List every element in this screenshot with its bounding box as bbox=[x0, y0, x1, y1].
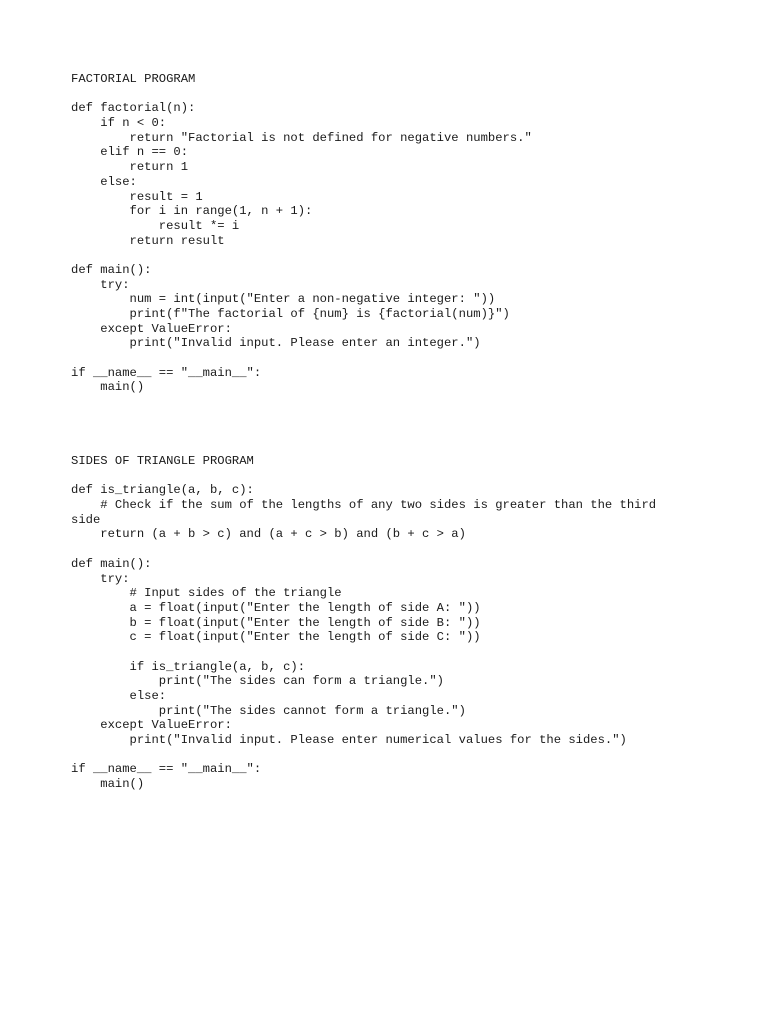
code-line bbox=[71, 542, 711, 557]
code-line: side bbox=[71, 512, 101, 527]
code-line: else: bbox=[71, 174, 137, 189]
code-line: def is_triangle(a, b, c): bbox=[71, 483, 254, 498]
code-line: b = float(input("Enter the length of side B: ")) bbox=[71, 615, 481, 630]
code-line: try: bbox=[71, 571, 130, 586]
code-line: return result bbox=[71, 233, 225, 248]
section-heading: FACTORIAL PROGRAM bbox=[71, 72, 196, 86]
code-line: result *= i bbox=[71, 218, 240, 233]
code-line: except ValueError: bbox=[71, 321, 232, 336]
code-line: if n < 0: bbox=[71, 116, 167, 131]
code-line: # Check if the sum of the lengths of any two sides is greater than the third bbox=[71, 498, 657, 513]
code-line: def main(): bbox=[71, 556, 152, 571]
code-line: def main(): bbox=[71, 262, 152, 277]
code-line: if __name__ == "__main__": bbox=[71, 365, 262, 380]
section-heading: SIDES OF TRIANGLE PROGRAM bbox=[71, 454, 254, 468]
code-line: c = float(input("Enter the length of side C: ")) bbox=[71, 630, 481, 645]
code-line: for i in range(1, n + 1): bbox=[71, 204, 313, 219]
code-line bbox=[71, 248, 711, 263]
code-line: try: bbox=[71, 277, 130, 292]
code-line: except ValueError: bbox=[71, 718, 232, 733]
code-line: a = float(input("Enter the length of side A: ")) bbox=[71, 600, 481, 615]
factorial-program-section bbox=[71, 72, 711, 395]
code-line: elif n == 0: bbox=[71, 145, 189, 160]
code-line: def factorial(n): bbox=[71, 101, 196, 116]
code-listing bbox=[71, 483, 711, 791]
code-line bbox=[71, 645, 711, 660]
code-line bbox=[71, 748, 711, 763]
code-line: else: bbox=[71, 689, 167, 703]
code-line: return 1 bbox=[71, 160, 189, 175]
code-line: print("The sides can form a triangle.") bbox=[71, 674, 444, 689]
code-line: return "Factorial is not defined for negative numbers." bbox=[71, 130, 532, 145]
code-line: # Input sides of the triangle bbox=[71, 586, 342, 601]
code-line: return (a + b > c) and (a + c > b) and (b + c > a) bbox=[71, 527, 466, 542]
code-line: main() bbox=[71, 777, 145, 792]
triangle-program-section bbox=[71, 454, 711, 792]
code-line: print("Invalid input. Please enter numerical values for the sides.") bbox=[71, 733, 627, 748]
code-line: print(f"The factorial of {num} is {factorial(num)}") bbox=[71, 307, 510, 321]
code-line: print("Invalid input. Please enter an integer.") bbox=[71, 336, 481, 351]
code-line: print("The sides cannot form a triangle.") bbox=[71, 703, 466, 718]
code-line bbox=[71, 351, 711, 366]
code-line: result = 1 bbox=[71, 189, 203, 204]
code-line: if is_triangle(a, b, c): bbox=[71, 659, 306, 674]
code-line: if __name__ == "__main__": bbox=[71, 762, 262, 777]
code-listing bbox=[71, 101, 711, 395]
code-line: main() bbox=[71, 380, 145, 395]
code-line: num = int(input("Enter a non-negative integer: ")) bbox=[71, 292, 496, 307]
